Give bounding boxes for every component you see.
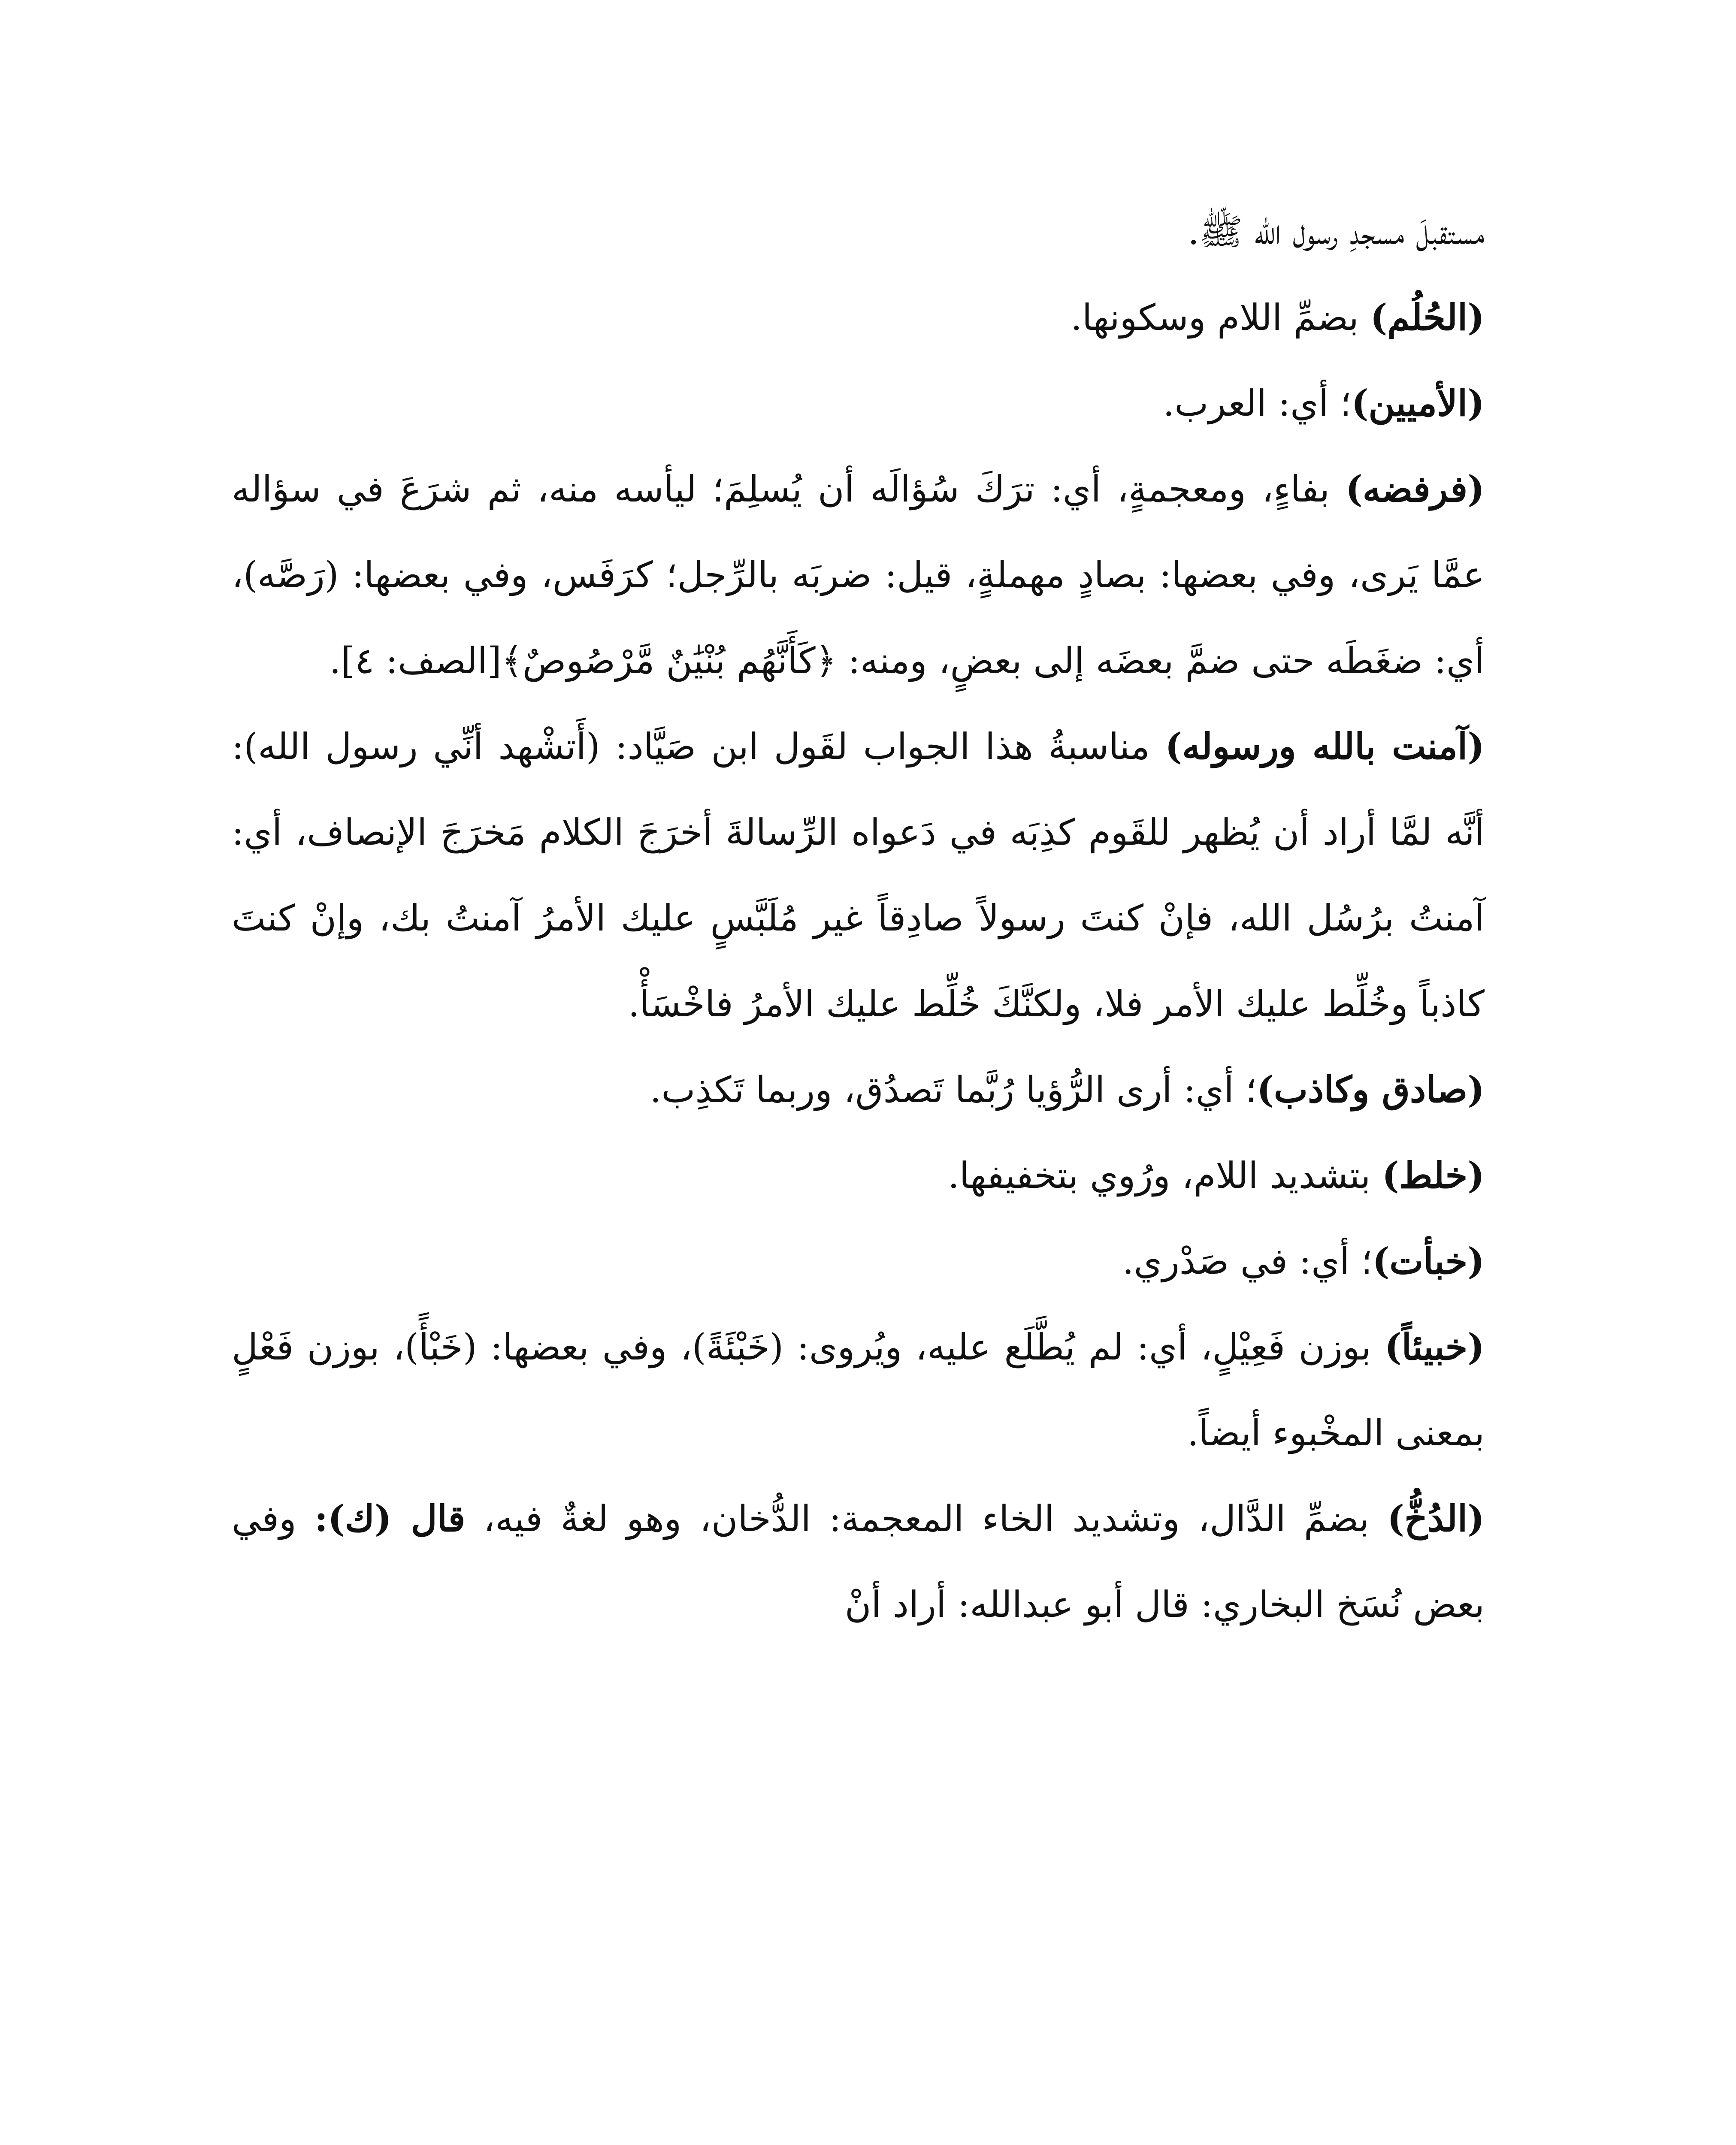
entry-heading: (الحُلُم) [1370, 296, 1485, 338]
paragraph-khulit [232, 1133, 1485, 1218]
paragraph-text: بضمِّ اللام وسكونها. [1071, 296, 1370, 338]
paragraph-text: ؛ أي: في صَدْري. [1122, 1240, 1373, 1282]
paragraph-dukh [232, 1476, 1485, 1647]
paragraph-sadiq [232, 1047, 1485, 1133]
paragraph-khaba-tu [232, 1218, 1485, 1304]
paragraph-rafadahu [232, 446, 1485, 704]
body-text [232, 189, 1485, 1647]
paragraph-text: وفي بعض نُسَخ البخاري: قال أبو عبدالله: أراد أنْ [232, 1498, 1485, 1625]
paragraph-text: ؛ أي: العرب. [1163, 382, 1352, 424]
entry-heading: (خلط) [1382, 1154, 1485, 1196]
entry-heading: (خبأت) [1372, 1240, 1485, 1282]
paragraph-text: مستقبلَ مسجدِ رسول الله ﷺ. [1188, 211, 1485, 253]
entry-heading: (الدُخُّ) [1387, 1497, 1485, 1540]
paragraph-ummiyyin [232, 360, 1485, 446]
paragraph-amantu [232, 704, 1485, 1047]
entry-subheading: قال (ك): [315, 1497, 466, 1540]
entry-heading: (صادق وكاذب) [1257, 1068, 1485, 1111]
entry-heading: (آمنت بالله ورسوله) [1165, 725, 1485, 767]
paragraph-text: بفاءٍ، ومعجمةٍ، أي: ترَكَ سُؤالَه أن يُسلِمَ؛ ليأسه منه، ثم شرَعَ في سؤاله عمَّا يَرى، وفي بعضها: بصادٍ مهملةٍ، قيل: ضربَه بالرِّجل؛ كرَفَس، وفي بعضها: (رَصَّه)، أي: ضغَطَه حتى ضمَّ بعضَه إلى بعضٍ، ومنه: ﴿كَأَنَّهُم بُنْيَٰنٌ مَّرْصُوصٌ﴾[الصف: ٤]. [232, 468, 1485, 682]
entry-heading: (الأميين) [1351, 382, 1485, 424]
entry-heading: (فرفضه) [1345, 468, 1485, 510]
paragraph-text: بضمِّ الدَّال، وتشديد الخاء المعجمة: الدُّخان، وهو لغةٌ فيه، [465, 1498, 1388, 1540]
paragraph-text: ؛ أي: أرى الرُّؤيا رُبَّما تَصدُق، وربما تَكذِب. [650, 1069, 1257, 1111]
entry-heading: (خبيئاً) [1384, 1326, 1485, 1368]
paragraph-text: بوزن فَعِيْلٍ، أي: لم يُطَّلَع عليه، ويُروى: (خَبْئَةً)، وفي بعضها: (خَبْأً)، بوزن فَعْلٍ بمعنى المخْبوء أيضاً. [232, 1326, 1485, 1454]
paragraph-hulum [232, 275, 1485, 360]
paragraph-continuation [232, 189, 1485, 275]
paragraph-text: بتشديد اللام، ورُوي بتخفيفها. [948, 1154, 1382, 1196]
paragraph-text: مناسبةُ هذا الجواب لقَول ابن صَيَّاد: (أَتشْهد أنِّي رسول الله): أنَّه لمَّا أراد أن يُظهر للقَوم كذِبَه في دَعواه الرِّسالةَ أخرَجَ الكلام مَخرَجَ الإنصاف، أي: آمنتُ برُسُل الله، فإنْ كنتَ رسولاً صادِقاً غير مُلَبَّسٍ عليك الأمرُ آمنتُ بك، وإنْ كنتَ كاذباً وخُلِّط عليك الأمر فلا، ولكنَّكَ خُلِّط عليك الأمرُ فاخْسَأْ. [232, 725, 1485, 1025]
paragraph-khabian [232, 1304, 1485, 1476]
